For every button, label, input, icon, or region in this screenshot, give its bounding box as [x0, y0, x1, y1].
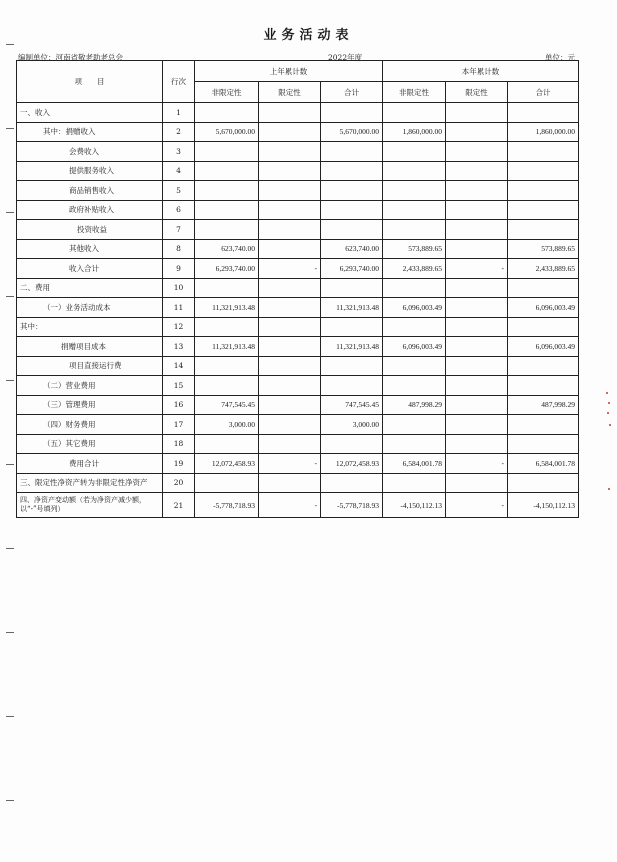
prior-total-cell: 623,740.00: [321, 239, 383, 259]
table-row: [17, 142, 579, 162]
prior-unrestricted-cell: [195, 103, 259, 123]
prior-unrestricted-cell: 3,000.00: [195, 415, 259, 435]
header-current-year: 本年累计数: [383, 61, 579, 82]
table-row: [17, 200, 579, 220]
report-title: 业务活动表: [263, 28, 354, 43]
row-line-number: 10: [163, 278, 195, 298]
row-item-label: 其中：: [17, 317, 163, 337]
header-current-restricted: 限定性: [446, 82, 508, 103]
current-total-cell: [508, 376, 579, 396]
header-current-unrestricted: 非限定性: [383, 82, 446, 103]
prior-unrestricted-cell: [195, 317, 259, 337]
table-row: [17, 376, 579, 396]
prior-unrestricted-cell: [195, 181, 259, 201]
current-unrestricted-cell: [383, 434, 446, 454]
current-total-cell: [508, 356, 579, 376]
current-total-cell: 6,096,003.49: [508, 337, 579, 357]
header-current-total: 合计: [508, 82, 579, 103]
header-prior-year: 上年累计数: [195, 61, 383, 82]
current-total-cell: [508, 161, 579, 181]
current-unrestricted-cell: 487,998.29: [383, 395, 446, 415]
table-row: [17, 434, 579, 454]
prior-total-cell: [321, 278, 383, 298]
row-item-label: 二、费用: [17, 278, 163, 298]
current-restricted-cell: [446, 434, 508, 454]
prior-unrestricted-cell: [195, 200, 259, 220]
prior-restricted-cell: [259, 317, 321, 337]
row-item-label: 会费收入: [17, 142, 163, 162]
table-row: [17, 317, 579, 337]
current-unrestricted-cell: [383, 415, 446, 435]
prior-restricted-cell: [259, 473, 321, 493]
prior-total-cell: [321, 473, 383, 493]
report-year: 2022年度: [328, 53, 363, 62]
prior-total-cell: [321, 161, 383, 181]
prior-unrestricted-cell: [195, 434, 259, 454]
row-line-number: 18: [163, 434, 195, 454]
prior-restricted-cell: [259, 434, 321, 454]
current-restricted-cell: [446, 220, 508, 240]
current-restricted-cell: [446, 317, 508, 337]
margin-mark: [6, 212, 14, 213]
prior-total-cell: 747,545.45: [321, 395, 383, 415]
table-row: [17, 395, 579, 415]
current-unrestricted-cell: [383, 278, 446, 298]
reporting-unit: 编制单位：河南省敬老助老总会: [18, 53, 123, 62]
row-line-number: 16: [163, 395, 195, 415]
table-row: [17, 103, 579, 123]
table-row: [17, 415, 579, 435]
row-line-number: 11: [163, 298, 195, 318]
current-unrestricted-cell: 6,096,003.49: [383, 298, 446, 318]
current-unrestricted-cell: 1,860,000.00: [383, 122, 446, 142]
prior-restricted-cell: [259, 181, 321, 201]
table-row: [17, 298, 579, 318]
prior-total-cell: [321, 317, 383, 337]
margin-mark: [6, 548, 14, 549]
prior-total-cell: 5,670,000.00: [321, 122, 383, 142]
header-line-no: 行次: [163, 61, 195, 103]
table-row: [17, 356, 579, 376]
row-item-label: 四、净资产变动额（若为净资产减少额，以“-”号填列）: [17, 493, 163, 518]
current-restricted-cell: [446, 278, 508, 298]
margin-mark: [6, 380, 14, 381]
prior-unrestricted-cell: 747,545.45: [195, 395, 259, 415]
current-restricted-cell: [446, 415, 508, 435]
prior-unrestricted-cell: 11,321,913.48: [195, 337, 259, 357]
current-unrestricted-cell: [383, 181, 446, 201]
row-line-number: 12: [163, 317, 195, 337]
table-row: [17, 181, 579, 201]
row-line-number: 20: [163, 473, 195, 493]
current-total-cell: [508, 200, 579, 220]
prior-total-cell: [321, 376, 383, 396]
current-total-cell: 6,096,003.49: [508, 298, 579, 318]
current-total-cell: [508, 278, 579, 298]
prior-unrestricted-cell: 5,670,000.00: [195, 122, 259, 142]
prior-unrestricted-cell: [195, 356, 259, 376]
current-total-cell: [508, 220, 579, 240]
row-item-label: 费用合计: [17, 454, 163, 474]
current-total-cell: 487,998.29: [508, 395, 579, 415]
row-item-label: （四）财务费用: [17, 415, 163, 435]
prior-total-cell: -5,778,718.93: [321, 493, 383, 518]
current-unrestricted-cell: [383, 200, 446, 220]
prior-restricted-cell: [259, 200, 321, 220]
table-row: [17, 454, 579, 474]
prior-restricted-cell: [259, 220, 321, 240]
prior-restricted-cell: [259, 395, 321, 415]
prior-total-cell: 12,072,458.93: [321, 454, 383, 474]
header-prior-total: 合计: [321, 82, 383, 103]
row-item-label: 其他收入: [17, 239, 163, 259]
current-unrestricted-cell: [383, 142, 446, 162]
row-item-label: 其中：捐赠收入: [17, 122, 163, 142]
current-total-cell: [508, 415, 579, 435]
current-total-cell: [508, 142, 579, 162]
current-restricted-cell: [446, 103, 508, 123]
current-restricted-cell: [446, 356, 508, 376]
margin-mark: [6, 632, 14, 633]
prior-total-cell: [321, 181, 383, 201]
current-total-cell: -4,150,112.13: [508, 493, 579, 518]
current-unrestricted-cell: 2,433,889.65: [383, 259, 446, 279]
table-row: [17, 161, 579, 181]
current-total-cell: [508, 434, 579, 454]
current-restricted-cell: -: [446, 259, 508, 279]
row-line-number: 21: [163, 493, 195, 518]
current-total-cell: 1,860,000.00: [508, 122, 579, 142]
margin-mark: [6, 716, 14, 717]
prior-unrestricted-cell: [195, 220, 259, 240]
current-restricted-cell: [446, 181, 508, 201]
prior-total-cell: [321, 142, 383, 162]
current-unrestricted-cell: [383, 161, 446, 181]
current-restricted-cell: [446, 473, 508, 493]
row-line-number: 8: [163, 239, 195, 259]
header-prior-unrestricted: 非限定性: [195, 82, 259, 103]
prior-unrestricted-cell: [195, 142, 259, 162]
table-row: [17, 239, 579, 259]
prior-restricted-cell: -: [259, 259, 321, 279]
scan-speck: [606, 392, 608, 394]
prior-restricted-cell: -: [259, 454, 321, 474]
prior-restricted-cell: -: [259, 493, 321, 518]
row-item-label: 投资收益: [17, 220, 163, 240]
margin-mark: [6, 296, 14, 297]
row-line-number: 13: [163, 337, 195, 357]
current-restricted-cell: -: [446, 493, 508, 518]
row-line-number: 5: [163, 181, 195, 201]
margin-mark: [6, 44, 14, 45]
prior-unrestricted-cell: 11,321,913.48: [195, 298, 259, 318]
row-line-number: 15: [163, 376, 195, 396]
row-line-number: 2: [163, 122, 195, 142]
current-total-cell: 573,889.65: [508, 239, 579, 259]
prior-restricted-cell: [259, 278, 321, 298]
currency-unit: 单位：元: [545, 53, 575, 62]
current-restricted-cell: [446, 395, 508, 415]
prior-unrestricted-cell: [195, 278, 259, 298]
row-item-label: 一、收入: [17, 103, 163, 123]
margin-mark: [6, 464, 14, 465]
prior-restricted-cell: [259, 356, 321, 376]
row-line-number: 3: [163, 142, 195, 162]
current-total-cell: 2,433,889.65: [508, 259, 579, 279]
scan-speck: [609, 424, 611, 426]
row-item-label: 收入合计: [17, 259, 163, 279]
current-unrestricted-cell: -4,150,112.13: [383, 493, 446, 518]
prior-unrestricted-cell: [195, 161, 259, 181]
prior-total-cell: 11,321,913.48: [321, 337, 383, 357]
prior-unrestricted-cell: -5,778,718.93: [195, 493, 259, 518]
table-row: [17, 220, 579, 240]
current-unrestricted-cell: 573,889.65: [383, 239, 446, 259]
table-row: [17, 259, 579, 279]
current-total-cell: 6,584,001.78: [508, 454, 579, 474]
row-item-label: （三）管理费用: [17, 395, 163, 415]
prior-restricted-cell: [259, 376, 321, 396]
table-row: [17, 337, 579, 357]
row-line-number: 1: [163, 103, 195, 123]
current-restricted-cell: -: [446, 454, 508, 474]
row-line-number: 14: [163, 356, 195, 376]
row-line-number: 9: [163, 259, 195, 279]
prior-total-cell: 11,321,913.48: [321, 298, 383, 318]
current-unrestricted-cell: [383, 473, 446, 493]
row-item-label: 商品销售收入: [17, 181, 163, 201]
table-row: [17, 122, 579, 142]
prior-unrestricted-cell: 12,072,458.93: [195, 454, 259, 474]
row-line-number: 7: [163, 220, 195, 240]
prior-total-cell: 6,293,740.00: [321, 259, 383, 279]
table-row: [17, 278, 579, 298]
prior-restricted-cell: [259, 103, 321, 123]
row-line-number: 6: [163, 200, 195, 220]
row-item-label: 捐赠项目成本: [17, 337, 163, 357]
current-total-cell: [508, 317, 579, 337]
current-unrestricted-cell: 6,584,001.78: [383, 454, 446, 474]
current-unrestricted-cell: [383, 356, 446, 376]
prior-restricted-cell: [259, 239, 321, 259]
prior-restricted-cell: [259, 142, 321, 162]
row-line-number: 17: [163, 415, 195, 435]
row-line-number: 4: [163, 161, 195, 181]
row-item-label: （五）其它费用: [17, 434, 163, 454]
current-restricted-cell: [446, 161, 508, 181]
current-unrestricted-cell: [383, 376, 446, 396]
activity-statement-table: [16, 60, 579, 518]
prior-unrestricted-cell: 623,740.00: [195, 239, 259, 259]
scan-speck: [607, 412, 609, 414]
current-total-cell: [508, 103, 579, 123]
prior-total-cell: [321, 220, 383, 240]
table-row: [17, 473, 579, 493]
current-restricted-cell: [446, 337, 508, 357]
current-restricted-cell: [446, 200, 508, 220]
prior-total-cell: 3,000.00: [321, 415, 383, 435]
scan-speck: [608, 402, 610, 404]
current-restricted-cell: [446, 142, 508, 162]
prior-restricted-cell: [259, 122, 321, 142]
current-total-cell: [508, 473, 579, 493]
prior-total-cell: [321, 434, 383, 454]
scan-speck: [608, 488, 610, 490]
current-total-cell: [508, 181, 579, 201]
current-unrestricted-cell: 6,096,003.49: [383, 337, 446, 357]
prior-unrestricted-cell: [195, 473, 259, 493]
current-restricted-cell: [446, 122, 508, 142]
prior-unrestricted-cell: 6,293,740.00: [195, 259, 259, 279]
prior-total-cell: [321, 200, 383, 220]
row-item-label: 三、限定性净资产转为非限定性净资产: [17, 473, 163, 493]
table-row: [17, 493, 579, 518]
row-item-label: （一）业务活动成本: [17, 298, 163, 318]
current-unrestricted-cell: [383, 220, 446, 240]
header-prior-restricted: 限定性: [259, 82, 321, 103]
row-line-number: 19: [163, 454, 195, 474]
prior-restricted-cell: [259, 415, 321, 435]
row-item-label: 政府补贴收入: [17, 200, 163, 220]
prior-restricted-cell: [259, 337, 321, 357]
margin-mark: [6, 128, 14, 129]
row-item-label: （二）营业费用: [17, 376, 163, 396]
table-body: [17, 103, 579, 518]
current-restricted-cell: [446, 239, 508, 259]
current-unrestricted-cell: [383, 317, 446, 337]
current-unrestricted-cell: [383, 103, 446, 123]
prior-unrestricted-cell: [195, 376, 259, 396]
prior-total-cell: [321, 356, 383, 376]
header-item: 项 目: [17, 61, 163, 103]
row-item-label: 项目直接运行费: [17, 356, 163, 376]
margin-mark: [6, 800, 14, 801]
prior-total-cell: [321, 103, 383, 123]
row-item-label: 提供服务收入: [17, 161, 163, 181]
prior-restricted-cell: [259, 161, 321, 181]
current-restricted-cell: [446, 298, 508, 318]
current-restricted-cell: [446, 376, 508, 396]
prior-restricted-cell: [259, 298, 321, 318]
